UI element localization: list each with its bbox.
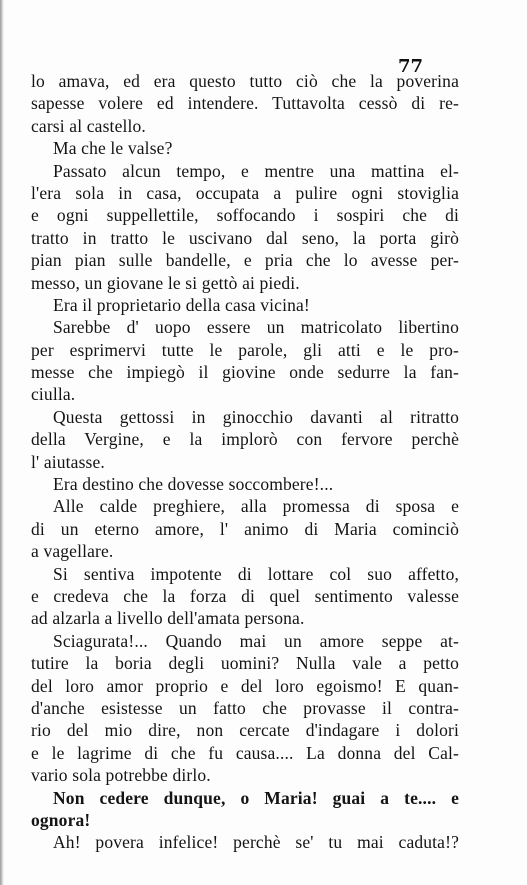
text-line: Passato alcun tempo, e mentre una mattina el-	[53, 160, 459, 181]
text-line: lo amava, ed era questo tutto ciò che la poverina	[31, 71, 459, 91]
text-line: del loro amor proprio e del loro egoismo! E quan-	[31, 675, 459, 696]
text-line: Questa gettossi in ginocchio davanti al ritratto	[53, 406, 459, 427]
text-line: carsi al castello.	[31, 115, 146, 136]
text-line: Era il proprietario della casa vicina!	[53, 294, 310, 315]
text-line: messo, un giovane le si gettò ai piedi.	[31, 272, 300, 293]
text-line: Sciagurata!... Quando mai un amore seppe at-	[53, 630, 459, 651]
text-line: Ma che le valse?	[53, 138, 173, 159]
page-edge-shadow	[0, 0, 4, 885]
text-line: e ogni suppellettile, soffocando i sospiri che di	[31, 205, 459, 226]
text-line: a vagellare.	[31, 541, 114, 562]
text-line: Alle calde preghiere, alla promessa di sposa e	[53, 496, 459, 517]
text-line: Ah! povera infelice! perchè se' tu mai caduta!?	[53, 832, 459, 853]
text-line: vario sola potrebbe dirlo.	[31, 765, 211, 786]
text-line: Sarebbe d' uopo essere un matricolato libertino	[53, 317, 459, 338]
text-line: ciulla.	[31, 384, 76, 405]
text-line: e credeva che la forza di quel sentimento valesse	[31, 585, 459, 606]
text-line: d'anche esistesse un fatto che provasse il contra-	[31, 697, 459, 718]
text-line: l'era sola in casa, occupata a pulire ogni stoviglia	[31, 182, 459, 203]
text-line: Non cedere dunque, o Maria! guai a te.... e	[53, 787, 459, 808]
text-line: messe che impiegò il giovine onde sedurre la fan-	[31, 362, 459, 383]
text-line: l' aiutasse.	[31, 451, 105, 472]
text-line: ad alzarla a livello dell'amata persona.	[31, 608, 305, 629]
text-line: e le lagrime di che fu causa.... La donna del Cal-	[31, 742, 459, 763]
text-line: ognora!	[31, 809, 91, 830]
text-line: Si sentiva impotente di lottare col suo affetto,	[53, 563, 459, 584]
text-line: tutire la boria degli uomini? Nulla vale a petto	[31, 653, 459, 674]
text-line: rio del mio dire, non cercate d'indagare i dolori	[31, 720, 459, 741]
text-line: per esprimervi tutte le parole, gli atti e le pro-	[31, 339, 459, 360]
text-line: sapesse volere ed intendere. Tuttavolta cessò di re-	[31, 93, 459, 114]
text-line: Era destino che dovesse soccombere!...	[53, 474, 334, 495]
text-line: della Vergine, e la implorò con fervore perchè	[31, 429, 459, 450]
text-line: tratto in tratto le uscivano dal seno, la porta girò	[31, 227, 459, 248]
page-number: 77	[398, 56, 424, 77]
text-line: di un eterno amore, l' animo di Maria cominciò	[31, 518, 459, 539]
body-text	[31, 70, 459, 854]
text-line: pian pian sulle bandelle, e pria che lo avesse per-	[31, 250, 459, 271]
